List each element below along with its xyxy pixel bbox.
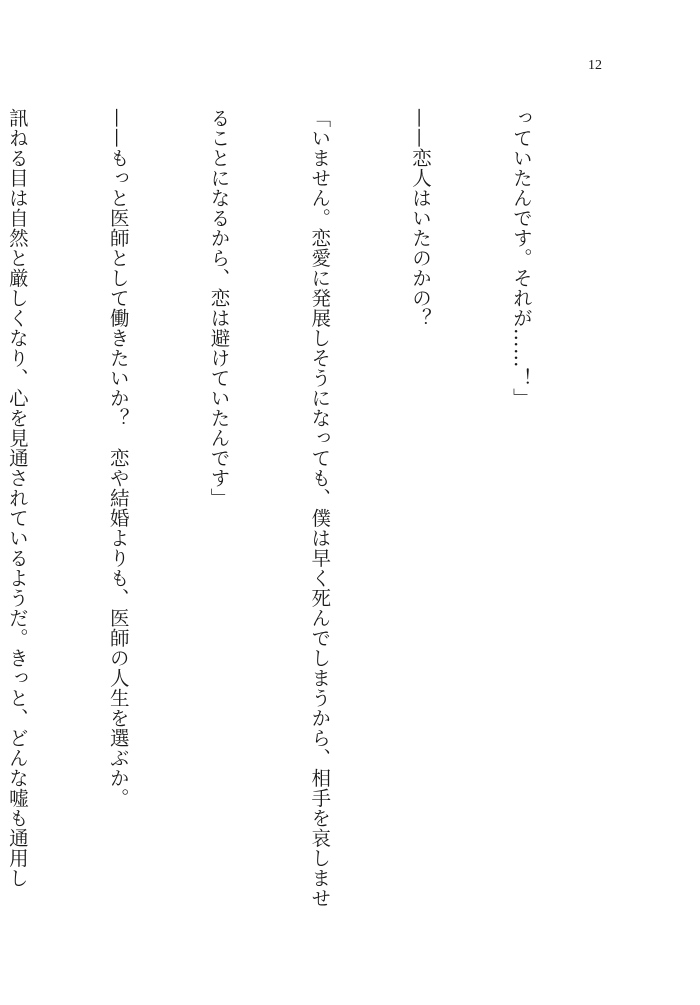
text-line: 「いません。恋愛に発展しそうになっても、僕は早く死んでしまうから、相手を哀しませ — [308, 108, 332, 908]
text-line: っていたんです。それが……！」 — [509, 108, 533, 408]
vertical-body-text — [0, 108, 605, 978]
text-line: ——もっと医師として働きたいか？ 恋や結婚よりも、医師の人生を選ぶか。 — [106, 108, 130, 808]
text-line: 訊ねる目は自然と厳しくなり、心を見通されているようだ。きっと、どんな嘘も通用し — [5, 108, 29, 888]
text-line: ることになるから、恋は避けていたんです」 — [207, 108, 231, 508]
text-line: ——恋人はいたのかの？ — [409, 108, 433, 328]
page-number: 12 — [588, 58, 602, 73]
